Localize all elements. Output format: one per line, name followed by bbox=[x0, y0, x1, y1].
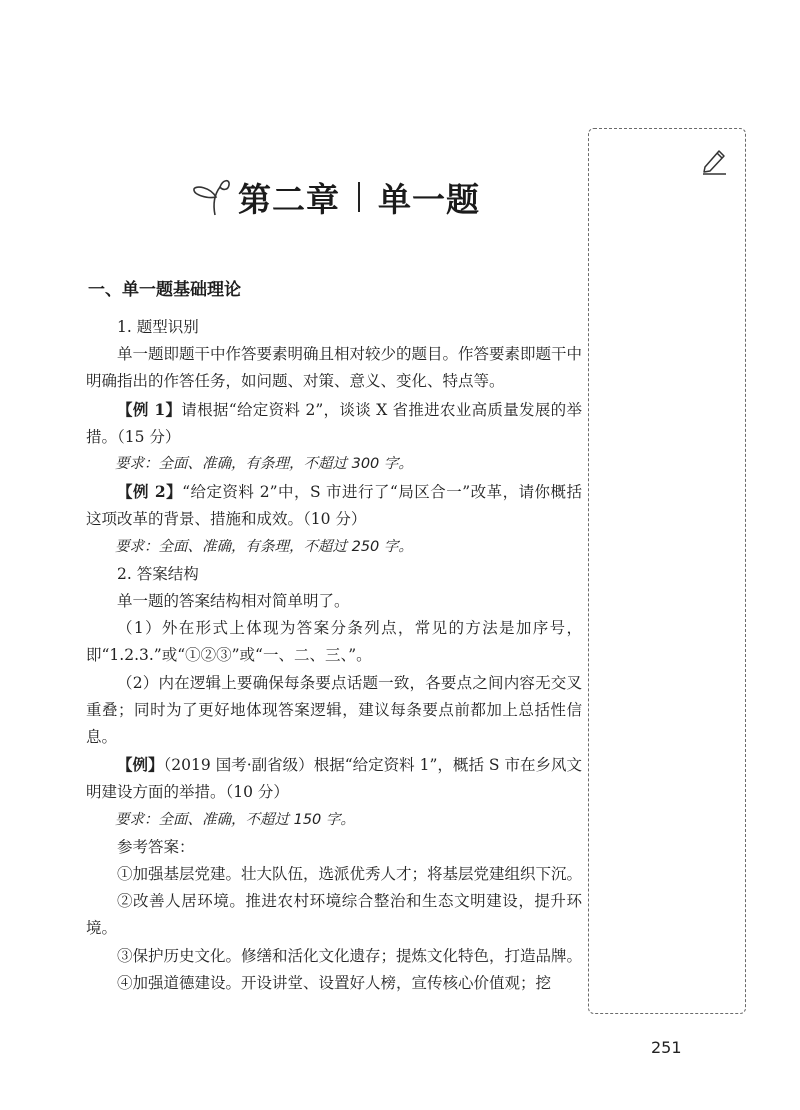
answer-item: ④加强道德建设。开设讲堂、设置好人榜，宣传核心价值观；挖 bbox=[117, 973, 552, 992]
example-tag: 【例】 bbox=[117, 755, 164, 775]
body-text bbox=[86, 314, 582, 997]
example-2 bbox=[86, 478, 582, 533]
example-3 bbox=[86, 751, 582, 806]
example-tag: 【例 2】 bbox=[117, 482, 183, 502]
example-text: （2019 国考·副省级）根据“给定资料 1”，概括 S 市在乡风文明建设方面的举措。（10 分） bbox=[86, 756, 582, 802]
subheading-identification: 1. 题型识别 bbox=[117, 318, 199, 336]
answer-label: 参考答案： bbox=[117, 837, 195, 856]
title-divider bbox=[358, 182, 360, 212]
chapter-number: 第二章 bbox=[238, 179, 340, 219]
subheading-structure: 2. 答案结构 bbox=[117, 564, 199, 583]
answer-item: ②改善人居环境。推进农村环境综合整治和生态文明建设，提升环境。 bbox=[86, 892, 582, 938]
requirement: 要求：全面、准确，有条理，不超过 250 字。 bbox=[115, 538, 413, 555]
pencil-icon bbox=[699, 147, 729, 175]
answer-item: ①加强基层党建。壮大队伍，选派优秀人才；将基层党建组织下沉。 bbox=[117, 865, 583, 884]
requirement: 要求：全面、准确，不超过 150 字。 bbox=[115, 811, 355, 828]
chapter-title bbox=[190, 172, 480, 222]
requirement: 要求：全面、准确，有条理，不超过 300 字。 bbox=[115, 456, 413, 473]
paragraph: 单一题的答案结构相对简单明了。 bbox=[117, 592, 350, 611]
notes-panel bbox=[588, 128, 746, 1014]
example-1 bbox=[86, 396, 582, 451]
paragraph: （2）内在逻辑上要确保每条要点话题一致，各要点之间内容无交叉重叠；同时为了更好地体现答案逻辑，建议每条要点前都加上总括性信息。 bbox=[86, 673, 582, 747]
paragraph: （1）外在形式上体现为答案分条列点，常见的方法是加序号，即“1.2.3.”或“①②③”或“一、二、三、”。 bbox=[86, 619, 582, 665]
example-text: 请根据“给定资料 2”，谈谈 X 省推进农业高质量发展的举措。（15 分） bbox=[86, 400, 582, 446]
example-text: “给定资料 2”中，S 市进行了“局区合一”改革，请你概括这项改革的背景、措施和成效。（10 分） bbox=[86, 483, 582, 529]
paragraph: 单一题即题干中作答要素明确且相对较少的题目。作答要素即题干中明确指出的作答任务，如问题、对策、意义、变化、特点等。 bbox=[86, 345, 583, 391]
sprout-icon bbox=[190, 175, 232, 219]
example-tag: 【例 1】 bbox=[117, 399, 182, 419]
chapter-name: 单一题 bbox=[378, 179, 480, 219]
page-number: 251 bbox=[651, 1038, 682, 1057]
section-heading: 一、单一题基础理论 bbox=[88, 280, 241, 300]
answer-item: ③保护历史文化。修缮和活化文化遗存；提炼文化特色，打造品牌。 bbox=[117, 946, 583, 965]
